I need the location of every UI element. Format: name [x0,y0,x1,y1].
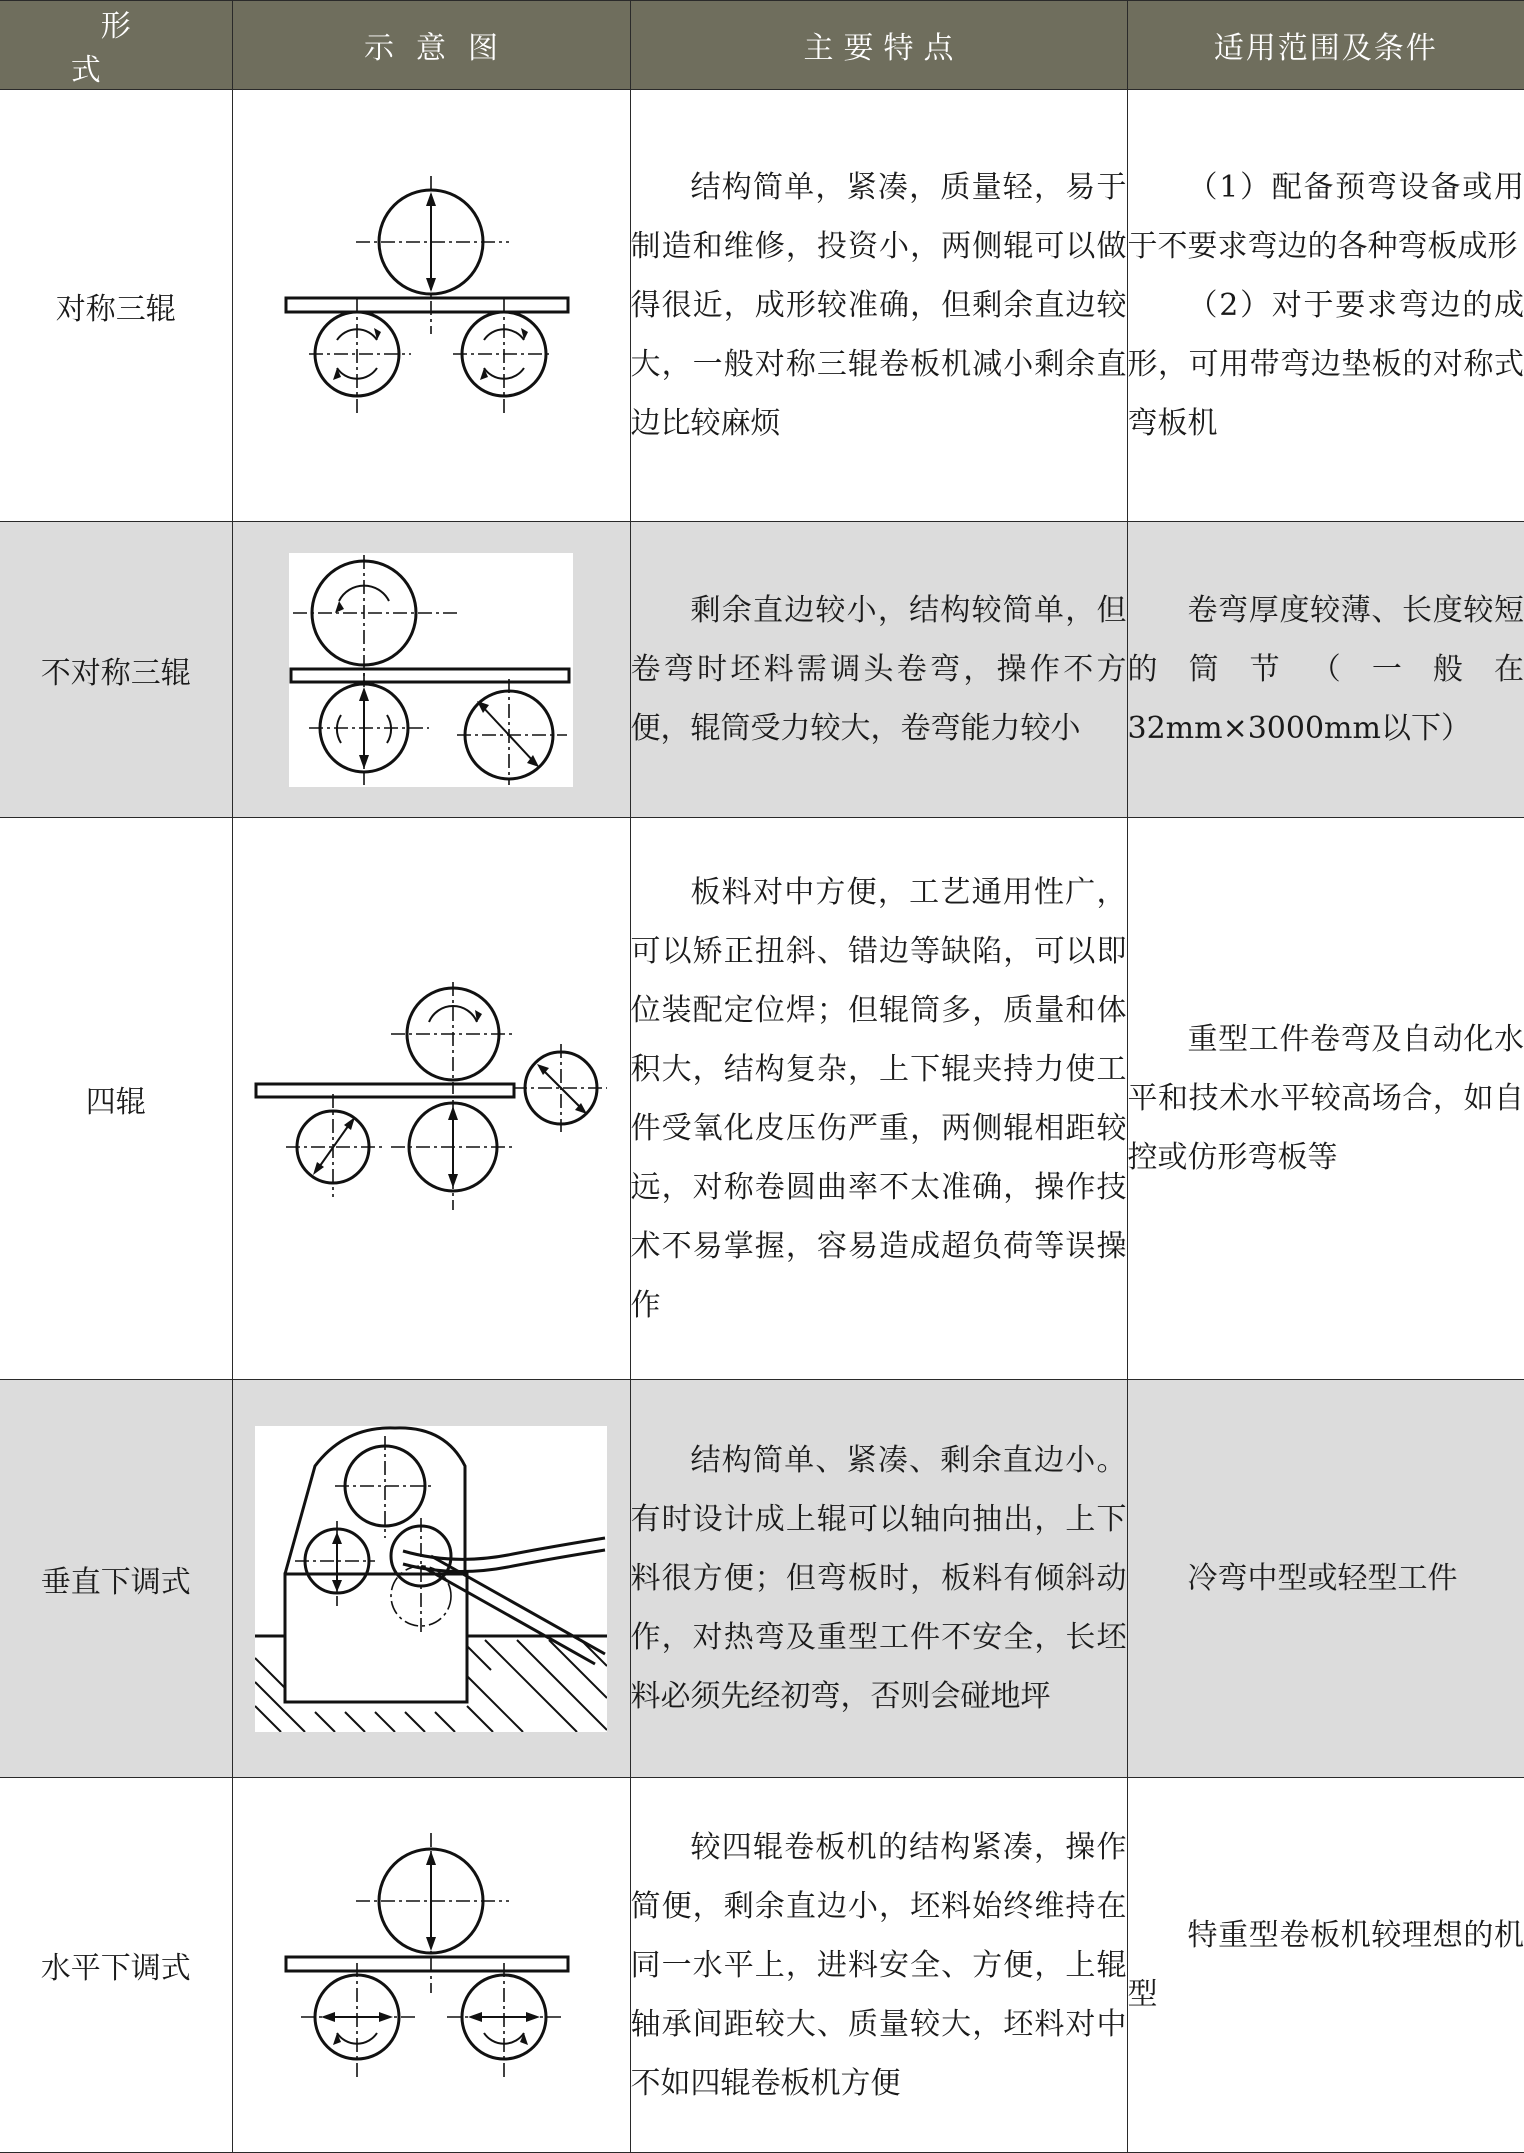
row-features: 板料对中方便，工艺通用性广，可以矫正扭斜、错边等缺陷，可以即位装配定位焊；但辊筒多，质量和体积大，结构复杂，上下辊夹持力使工件受氧化皮压伤严重，两侧辊相距较远，对称卷圆曲率不太准确，操作技术不易掌握，容易造成超负荷等误操作 [630,818,1127,1380]
diagram-frame [289,553,573,787]
row-scope [1127,522,1524,818]
row-scope [1127,90,1524,522]
header-scope: 适用范围及条件 [1127,1,1524,90]
row-form-name: 对称三辊 [0,90,232,522]
diagram-frame [255,1426,607,1732]
row-features: 结构简单、紧凑、剩余直边小。有时设计成上辊可以轴向抽出，上下料很方便；但弯板时，板料有倾斜动作，对热弯及重型工件不安全，长坯料必须先经初弯，否则会碰地坪 [630,1380,1127,1778]
row-diagram [232,1778,630,2153]
scope-item: （2）对于要求弯边的成形，可用带弯边垫板的对称式弯板机 [1128,276,1524,453]
table-row [0,1380,1524,1778]
row-diagram [232,818,630,1380]
row-features: 结构简单，紧凑，质量轻，易于制造和维修，投资小，两侧辊可以做得很近，成形较准确，但剩余直边较大，一般对称三辊卷板机减小剩余直边比较麻烦 [630,90,1127,522]
row-features: 较四辊卷板机的结构紧凑，操作简便，剩余直边小，坯料始终维持在同一水平上，进料安全、方便，上辊轴承间距较大、质量较大，坯料对中不如四辊卷板机方便 [630,1778,1127,2153]
header-diagram: 示意图 [232,1,630,90]
asymmetric-three-roll-icon [289,553,573,787]
header-row [0,1,1524,90]
row-scope [1127,818,1524,1380]
scope-item: （1）配备预弯设备或用于不要求弯边的各种弯板成形 [1128,158,1524,276]
row-form-name: 不对称三辊 [0,522,232,818]
row-scope [1127,1380,1524,1778]
scope-item: 重型工件卷弯及自动化水平和技术水平较高场合，如自控或仿形弯板等 [1128,1010,1524,1187]
table-row [0,818,1524,1380]
row-diagram [232,90,630,522]
row-features: 剩余直边较小，结构较简单，但卷弯时坯料需调头卷弯，操作不方便，辊筒受力较大，卷弯能力较小 [630,522,1127,818]
header-form: 形式 [0,1,232,90]
row-form-name: 水平下调式 [0,1778,232,2153]
four-roll-icon [251,982,611,1212]
row-diagram [232,522,630,818]
header-features: 主要特点 [630,1,1127,90]
vertical-down-adjust-icon [255,1426,607,1732]
table-row [0,1778,1524,2153]
table-row [0,522,1524,818]
scope-item: 卷弯厚度较薄、长度较短的筒节（一般在32mm×3000mm以下） [1128,581,1524,758]
row-form-name: 四辊 [0,818,232,1380]
symmetric-three-roll-icon [281,174,581,434]
table-row [0,90,1524,522]
horizontal-down-adjust-icon [281,1823,581,2103]
row-form-name: 垂直下调式 [0,1380,232,1778]
row-diagram [232,1380,630,1778]
scope-item: 冷弯中型或轻型工件 [1128,1549,1524,1608]
row-scope [1127,1778,1524,2153]
scope-item: 特重型卷板机较理想的机型 [1128,1906,1524,2024]
